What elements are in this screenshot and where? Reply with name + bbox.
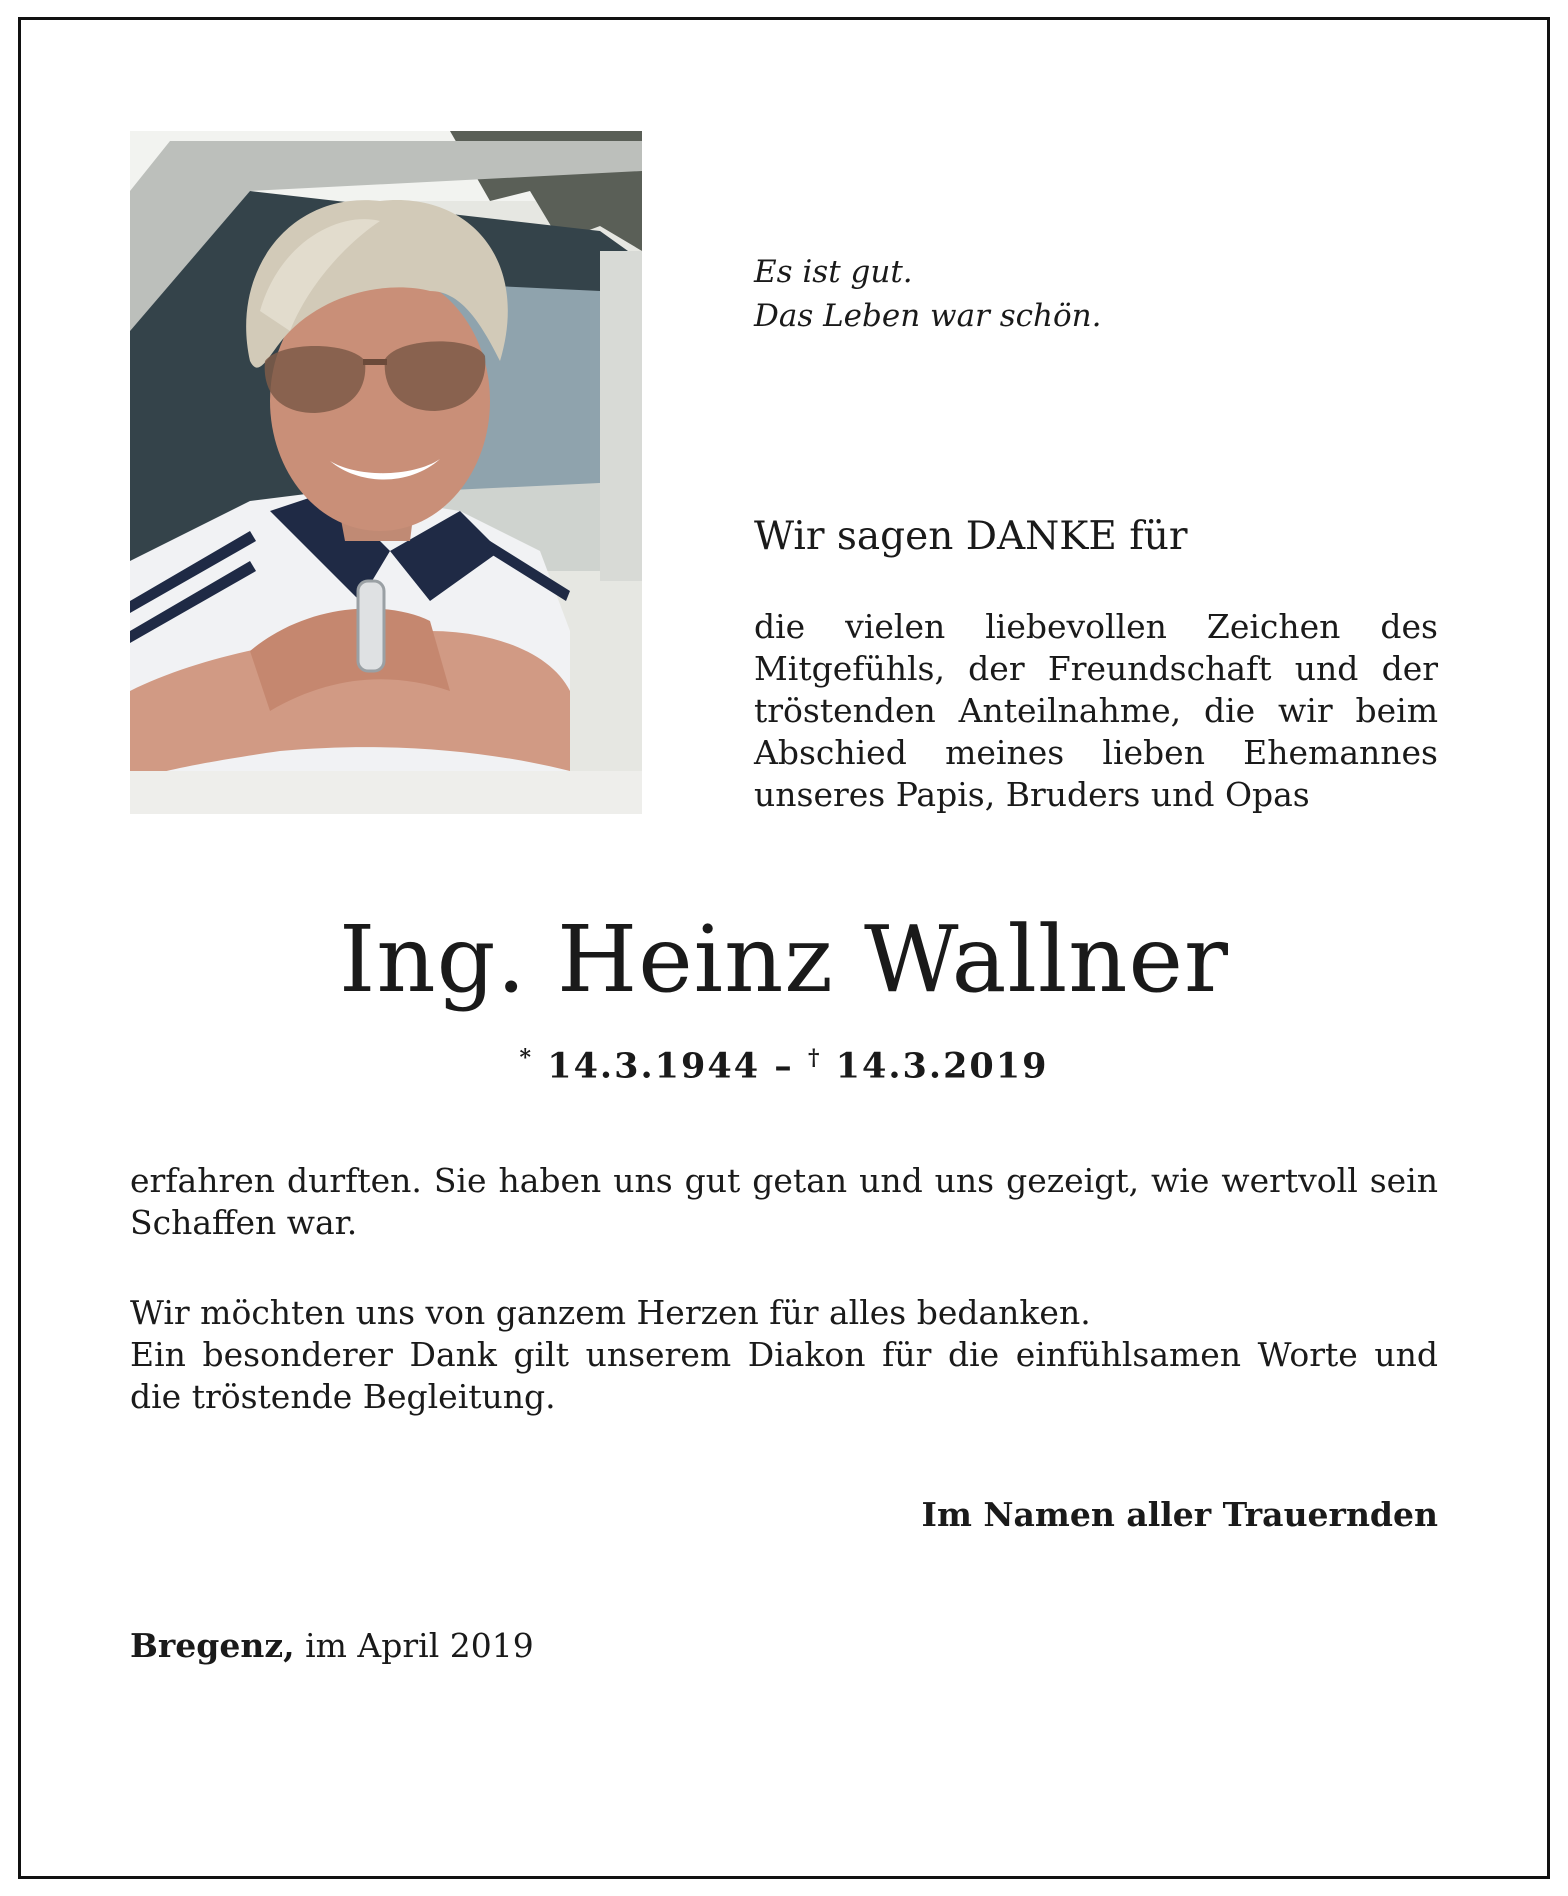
thanks-line: die vielen liebevollen Zeichen des xyxy=(754,607,1438,646)
body-line: Wir möchten uns von ganzem Herzen für alles bedanken. xyxy=(130,1293,1091,1332)
body-line: erfahren durften. Sie haben uns gut getan und uns gezeigt, wie wertvoll sein xyxy=(130,1161,1438,1200)
body-paragraph-2 xyxy=(130,1292,1438,1418)
death-symbol: † xyxy=(807,1045,822,1071)
place-date xyxy=(130,1624,534,1668)
thanks-paragraph xyxy=(754,606,1438,816)
date: im April 2019 xyxy=(305,1626,534,1665)
thanks-line: tröstenden Anteilnahme, die wir beim xyxy=(754,691,1438,730)
signature: Im Namen aller Trauernden xyxy=(921,1495,1438,1534)
thanks-line: Abschied meines lieben Ehemannes xyxy=(754,733,1438,772)
thanks-heading: Wir sagen DANKE für xyxy=(754,514,1188,559)
quote-line-1: Es ist gut. xyxy=(754,254,913,290)
birth-symbol: * xyxy=(519,1045,534,1071)
place: Bregenz, xyxy=(130,1626,295,1665)
deceased-name: Ing. Heinz Wallner xyxy=(339,906,1229,1013)
quote xyxy=(754,250,1354,338)
life-dates xyxy=(0,1035,1568,1090)
portrait-photo xyxy=(130,131,642,814)
thanks-line: Mitgefühls, der Freundschaft und der xyxy=(754,649,1438,688)
death-date: 14.3.2019 xyxy=(835,1045,1049,1087)
birth-date: 14.3.1944 xyxy=(547,1045,761,1087)
thanks-line: unseres Papis, Bruders und Opas xyxy=(754,775,1310,814)
date-separator: – xyxy=(774,1045,794,1087)
body-line: die tröstende Begleitung. xyxy=(130,1377,556,1416)
body-line: Schaffen war. xyxy=(130,1203,358,1242)
body-paragraph-1 xyxy=(130,1160,1438,1244)
body-line: Ein besonderer Dank gilt unserem Diakon für die einfühlsamen Worte und xyxy=(130,1335,1438,1374)
quote-line-2: Das Leben war schön. xyxy=(754,298,1102,334)
